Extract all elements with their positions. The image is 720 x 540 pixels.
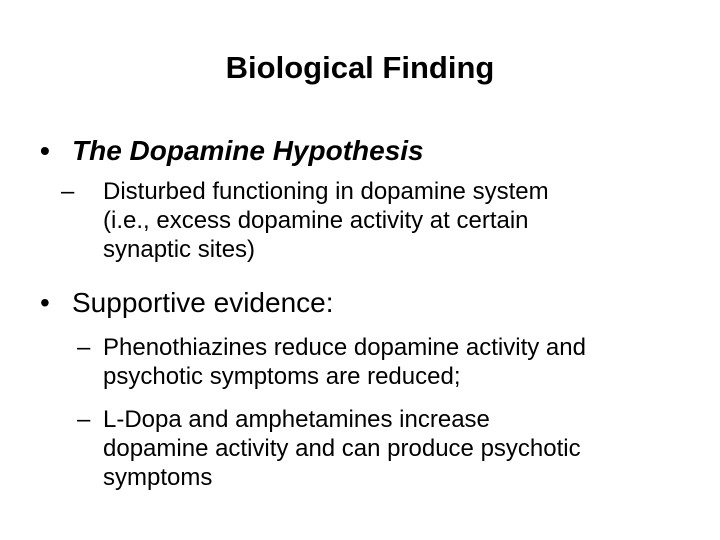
subitem-disturbed-functioning — [61, 177, 549, 264]
bullet-text: The Dopamine Hypothesis — [72, 135, 424, 166]
subitem-line: symptoms — [103, 464, 213, 491]
subitem-line: synaptic sites) — [103, 236, 256, 263]
subitem-line: L-Dopa and amphetamines increase — [103, 406, 490, 433]
subitem-phenothiazines — [77, 333, 586, 391]
subitem-line: psychotic symptoms are reduced; — [103, 363, 461, 390]
bullet-dopamine-hypothesis — [40, 134, 424, 168]
subitem-marker: – — [61, 178, 75, 205]
subitem-line: Disturbed functioning in dopamine system — [103, 178, 549, 205]
bullet-text: Supportive evidence: — [72, 287, 334, 318]
subitem-marker: – — [77, 406, 91, 433]
subitem-l-dopa — [77, 405, 581, 492]
subitem-line: Phenothiazines reduce dopamine activity and — [103, 334, 586, 361]
bullet-marker: • — [40, 287, 50, 318]
bullet-marker: • — [40, 135, 50, 166]
subitem-line: dopamine activity and can produce psychotic — [103, 435, 581, 462]
subitem-marker: – — [77, 334, 91, 361]
slide-title: Biological Finding — [225, 50, 495, 85]
subitem-line: (i.e., excess dopamine activity at certain — [103, 207, 529, 234]
bullet-supportive-evidence — [40, 286, 334, 320]
